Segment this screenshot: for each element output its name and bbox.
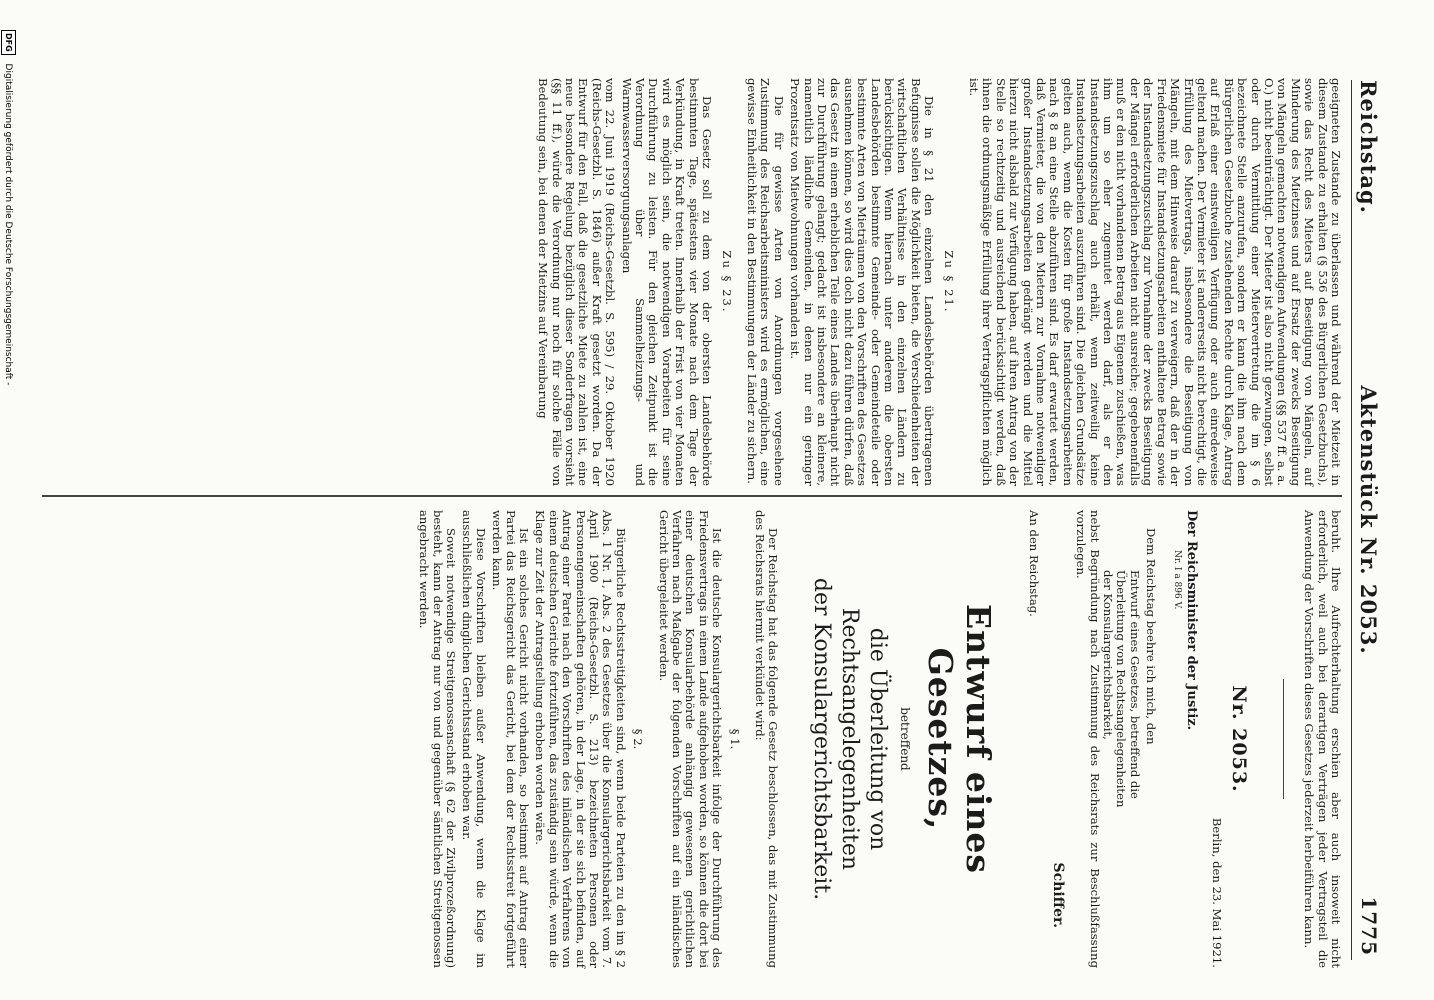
enactment-clause: Der Reichstag hat das folgende Gesetz beschlossen, das mit Zustimmung des Reichsrats hiermit verkündet wird: bbox=[753, 510, 781, 968]
document-number: Nr. 2053. bbox=[1227, 685, 1250, 793]
paragraph: beruht. Ihre Aufrechterhaltung erschien aber auch insoweit nicht erforderlich, weil auch bei derartigen Verträgen jeder Vertragsteil die Anwendung der Vorschriften dieses Gesetzes jederzeit herbeiführen kann. bbox=[1302, 510, 1343, 968]
section-heading: § 2. bbox=[631, 728, 646, 750]
signature: Schiffer. bbox=[1049, 862, 1066, 928]
right-column bbox=[414, 510, 1342, 968]
dfg-logo: DFG bbox=[1, 30, 16, 55]
paragraph: Diese Vorschriften bleiben außer Anwendung, wenn die Klage im ausschließlichen dinglichen Gerichtsstand erhoben war. bbox=[460, 510, 488, 968]
left-column bbox=[533, 78, 1342, 486]
dateline: Berlin, den 23. Mai 1921. bbox=[1210, 817, 1225, 968]
paragraph: Die in § 21 den einzelnen Landesbehörden übertragenen Befugnisse sollen die Möglichkeit bieten, die Verschiedenheiten der wirtschaftlichen Verhältnisse in den einzelnen Ländern zu berücksichtigen. Wenn hiernach unter anderem die obersten Landesbehörden bestimmte Gemeinde- oder Gemeindeteile oder bestimmte Arten von Mieträumen von den Vorschriften des Gesetzes ausnehmen können, so wird dies doch nicht dazu führen dürfen, daß das Gesetz in einem erheblichen Teile eines Landes überhaupt nicht zur Durchführung gelangt; gedacht ist insbesondere an kleinere, namentlich ländliche Gemeinden, in denen nur ein geringer Prozentsatz von Mietwohnungen vorhanden ist. bbox=[788, 78, 937, 486]
paragraph: Die für gewisse Arten von Anordnungen vorgesehene Zustimmung des Reichsarbeitsministers wird es ermöglichen, eine gewisse Einheitlichkeit in den Bestimmungen der Länder zu sichern. bbox=[744, 78, 786, 486]
reference-number: Nr. I a 896 V. bbox=[1171, 550, 1182, 610]
sender: Der Reichsminister der Justiz. bbox=[1183, 510, 1199, 731]
column-divider bbox=[42, 495, 1342, 497]
bill-subtitle-line: die Überleitung von Rechtsangelegenheiten bbox=[837, 607, 891, 871]
separator-rule bbox=[1283, 679, 1284, 799]
bill-betreffend: betreffend bbox=[897, 707, 912, 771]
credit-text: Digitalisierung gefördert durch die Deutsche Forschungsgemeinschaft - bbox=[3, 63, 13, 386]
bill-subtitle-line: der Konsulargerichtsbarkeit. bbox=[809, 577, 835, 901]
running-header bbox=[1351, 80, 1396, 960]
bill-title: Entwurf eines Gesetzes, bbox=[920, 604, 998, 874]
letter-subject-line: der Konsulargerichtsbarkeit, bbox=[1100, 570, 1115, 740]
paragraph: vom 22. Juni 1919 (Reichs-Gesetzbl. S. 595) / 29. Oktober 1920 (Reichs-Gesetzbl. S. 1846) außer Kraft gesetzt worden. Da der Entwurf für den Fall, daß die gesetzliche Miete zu zahlen ist, eine neue besondere Regelung bezüglich dieser Sonderfragen vorsieht (§§ 11 ff.), würde die Verordnung nur noch für solche Fälle von Bedeutung sein, bei denen der Mietzins auf Vereinbarung bbox=[536, 78, 618, 486]
paragraph: Das Gesetz soll zu dem von der obersten Landesbehörde bestimmten Tage, spätestens vier Monate nach dem Tage der Verkündung, in Kraft treten. Innerhalb der Frist von vier Monaten wird es möglich sein, die notwendigen Vorarbeiten für seine Durchführung zu leisten. Für den gleichen Zeitpunkt ist die Verordnung über Sammelheizungs- und Warmwasserversorgungsanlagen bbox=[619, 78, 715, 486]
paragraph: geeigneten Zustande zu überlassen und während der Mietzeit in diesem Zustande zu erhalten (§ 536 des Bürgerlichen Gesetzbuchs), sowie das Recht des Mieters auf Beseitigung von Mängeln, auf Minderung des Mietzinses und auf Ersatz der zwecks Beseitigung von Mängeln gemachten notwendigen Aufwendungen (§§ 537 ff. a. a. O.) nicht beeinträchtigt. Der Mieter ist also nicht gezwungen, selbst oder durch Vermittlung einer Mietervertretung die im § 6 bezeichnete Stelle anzurufen, sondern er kann die ihm nach dem Bürgerlichen Gesetzbuche zustehenden Rechte durch Klage, Antrag auf Erlaß einer einstweiligen Verfügung oder auch einredeweise geltend machen. Der Vermieter ist andererseits nicht berechtigt, die Erfüllung des Mietvertrags, insbesondere die Beseitigung von Mängeln, mit dem Hinweise darauf zu verweigern, daß der in der Friedensmiete für Instandsetzungsarbeiten enthaltene Betrag sowie der Instandsetzungszuschlag zur Vornahme der zwecks Beseitigung der Mängel erforderlichen Arbeiten nicht ausreiche; gegebenenfalls muß er den nicht vorhandenen Betrag aus Eigenem zuschießen, was ihm um so eher zugemutet werden darf, als er den Instandsetzungszuschlag auch erhält, wenn zeitweilig keine Instandsetzungsarbeiten auszuführen sind. Die gleichen Grundsätze gelten auch, wenn die Kosten für große Instandsetzungsarbeiten nach § 8 an eine Stelle abzuführen sind. Es darf erwartet werden, daß Vermieter, die von den Mietern zur Vornahme notwendiger großer Instandsetzungsarbeiten gedrängt werden und die Mittel hierzu nicht alsbald zur Verfügung haben, auf ihren Antrag von der Stelle so rechtzeitig und ausreichend berücksichtigt werden, daß ihnen die ordnungsmäßige Erfüllung ihrer Vertragspflichten möglich ist. bbox=[967, 78, 1343, 486]
header-left: Reichstag. bbox=[1356, 80, 1382, 214]
letter-subject-line: Entwurf eines Gesetzes, betreffend die bbox=[1127, 570, 1142, 799]
header-center: Aktenstück Nr. 2053. bbox=[1356, 385, 1382, 655]
letter-subject-line: Überleitung von Rechtsangelegenheiten bbox=[1114, 570, 1129, 808]
section-heading: § 1. bbox=[727, 728, 742, 750]
section-heading: Zu § 23. bbox=[719, 250, 734, 314]
letter-intro: Dem Reichstag beehre ich mich, den bbox=[1144, 528, 1159, 745]
paragraph: Bürgerliche Rechtsstreitigkeiten sind, wenn beide Parteien zu den im § 2 Abs. 1 Nr. 1, Abs. 2 des Gesetzes über die Konsulargerichtsbarkeit vom 7. April 1900 (Reichs-Gesetzbl. S. 213) bezeichneten Personen oder Personengemeinschaften gehören, in der Lage, in der sie sich befinden, auf Antrag einer Partei nach den Vorschriften des inländischen Verfahrens von einem deutschen Gerichte fortzuführen, das zuständig sein würde, wenn die Klage zur Zeit der Antragstellung erhoben worden wäre. bbox=[533, 510, 628, 968]
addressee: An den Reichstag. bbox=[1027, 510, 1042, 617]
letter-closing: nebst Begründung nach Zustimmung des Reichsrats zur Beschlußfassung vorzulegen. bbox=[1074, 510, 1102, 968]
paragraph: Ist die deutsche Konsulargerichtsbarkeit infolge der Durchführung des Friedensvertrags in einem Lande aufgehoben worden, so können die dort bei einer deutschen Konsularbehörde anhängig gewesenen gerichtlichen Verfahren nach Maßgabe der folgenden Vorschriften auf ein inländisches Gericht übergeleitet werden. bbox=[656, 510, 725, 968]
paragraph: Soweit notwendige Streitgenossenschaft (§ 62 der Zivilprozeßordnung) besteht, kann der Antrag nur von und gegenüber sämtlichen Streitgenossen angebracht werden. bbox=[417, 510, 458, 968]
section-heading: Zu § 21. bbox=[941, 250, 956, 314]
digitization-credit bbox=[2, 30, 16, 990]
paragraph: Ist ein solches Gericht nicht vorhanden, so bestimmt auf Antrag einer Partei das Reichsgericht das Gericht, bei dem der Rechtsstreit fortgeführt werden kann. bbox=[490, 510, 531, 968]
page-number: 1775 bbox=[1357, 896, 1382, 956]
